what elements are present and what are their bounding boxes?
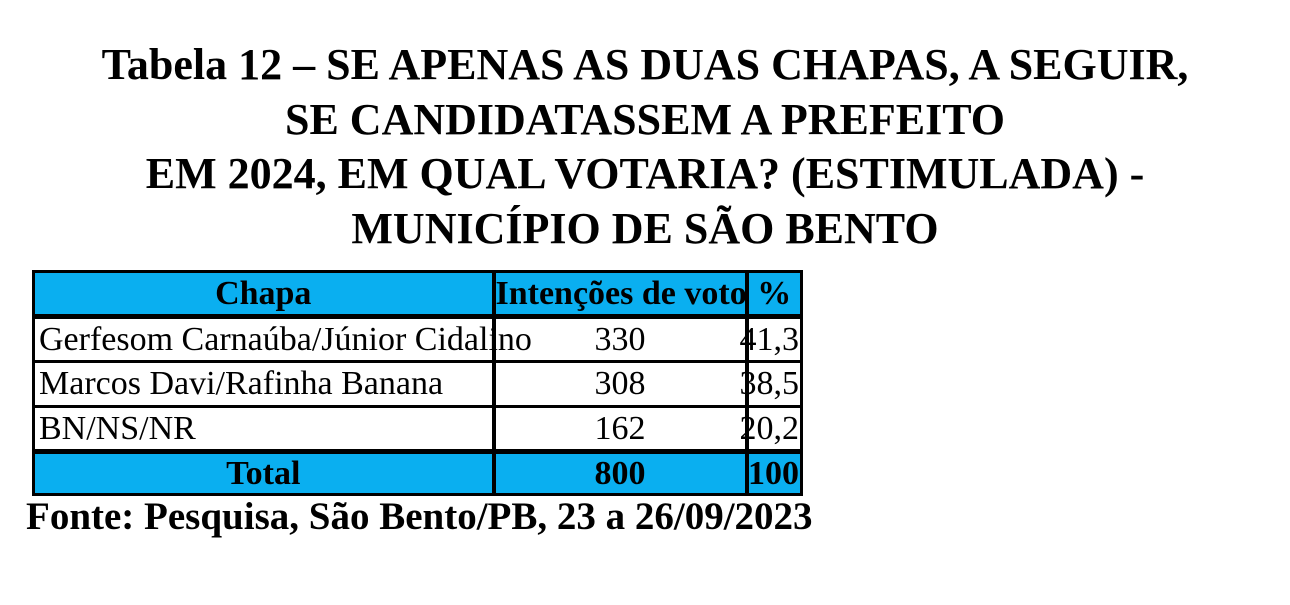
table-title-line-1: Tabela 12 – SE APENAS AS DUAS CHAPAS, A SEGUIR, [101, 40, 1189, 89]
intencoes-cell: 330 [494, 317, 747, 362]
header-percent: % [747, 272, 802, 317]
total-intencoes-cell: 800 [494, 452, 747, 495]
total-row [34, 452, 802, 495]
table-row [34, 317, 802, 362]
percent-value: 20,2 [739, 409, 799, 447]
intencoes-cell: 162 [494, 407, 747, 452]
table-title [0, 38, 1290, 256]
poll-results-table [32, 270, 803, 496]
table-row [34, 407, 802, 452]
intencoes-cell: 308 [494, 362, 747, 407]
percent-cell [739, 407, 802, 452]
chapa-cell: Marcos Davi/Rafinha Banana [34, 362, 494, 407]
total-percent-cell [747, 452, 802, 495]
total-label-cell: Total [34, 452, 494, 495]
header-intencoes: Intenções de voto [494, 272, 747, 317]
percent-cell [739, 362, 802, 407]
header-chapa: Chapa [34, 272, 494, 317]
header-row [34, 272, 802, 317]
table-title-line-3: EM 2024, EM QUAL VOTARIA? (ESTIMULADA) - [145, 149, 1145, 198]
total-percent-value: 100 [748, 454, 799, 492]
chapa-cell: BN/NS/NR [34, 407, 494, 452]
percent-value: 38,5 [739, 365, 799, 402]
source-note: Fonte: Pesquisa, São Bento/PB, 23 a 26/09/2023 [26, 495, 813, 538]
table-row [34, 362, 802, 407]
chapa-cell: Gerfesom Carnaúba/Júnior Cidalino [34, 317, 494, 362]
percent-cell [739, 317, 802, 362]
table-title-line-2: SE CANDIDATASSEM A PREFEITO [284, 94, 1006, 144]
table-title-line-4: MUNICÍPIO DE SÃO BENTO [351, 203, 939, 253]
percent-value: 41,3 [739, 320, 799, 358]
